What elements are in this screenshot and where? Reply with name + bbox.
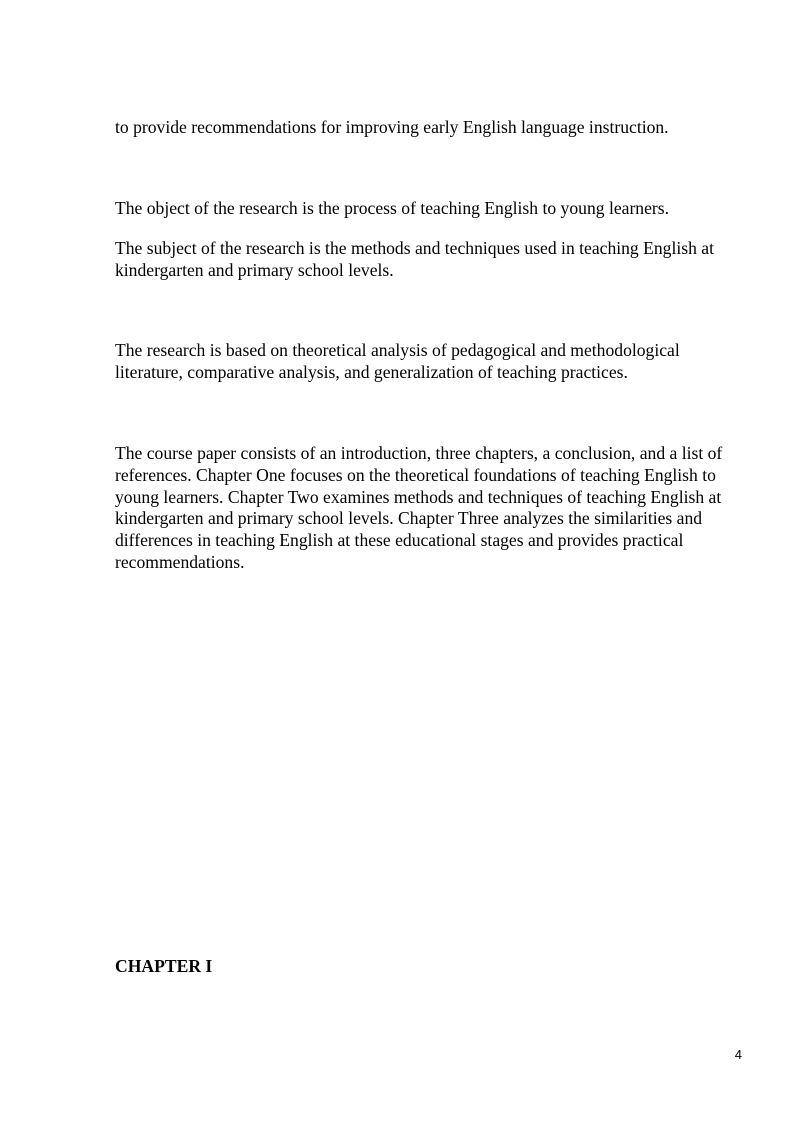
paragraph-research-subject: The subject of the research is the methods and techniques used in teaching English at kindergarten and primary school levels. bbox=[115, 238, 714, 280]
paragraph-aim-continuation: to provide recommendations for improving early English language instruction. bbox=[115, 117, 669, 137]
chapter-heading: CHAPTER I bbox=[115, 956, 213, 976]
page-number: 4 bbox=[734, 1047, 742, 1062]
paragraph-paper-structure: The course paper consists of an introduction, three chapters, a conclusion, and a list of references. Chapter One focuses on the theoretical foundations of teaching English to young learners. Chapter Two examines methods and techniques of teaching English at kindergarten and primary school levels. Chapter Three analyzes the similarities and differences in teaching English at these educational stages and provides practical recommendations. bbox=[115, 443, 723, 572]
paragraph-research-object: The object of the research is the process of teaching English to young learners. bbox=[115, 198, 670, 218]
paragraph-research-methods: The research is based on theoretical analysis of pedagogical and methodological literature, comparative analysis, and generalization of teaching practices. bbox=[115, 340, 680, 382]
